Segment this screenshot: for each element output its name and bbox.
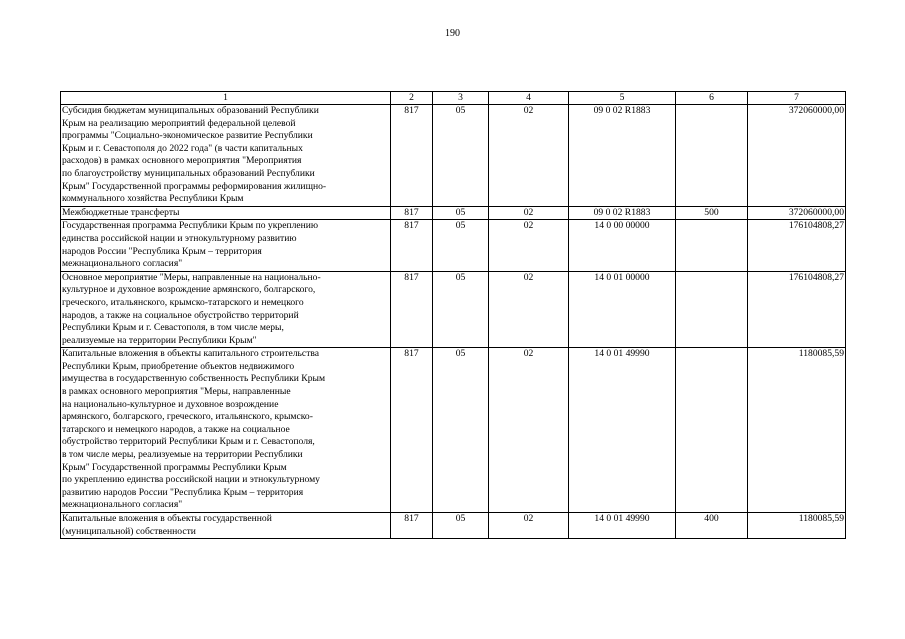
row-vr <box>676 348 748 513</box>
row-rz: 05 <box>433 513 489 539</box>
row-rz: 05 <box>433 206 489 220</box>
row-name: Основное мероприятие "Меры, направленные на национально- культурное и духовное возрождение армянского, болгарского, греческого, итальянского, крымско-татарского и немецкого народов, а также на социальное обустройство территорий Республики Крым и г. Севастополя, в том числе меры, реализуемые на территории Республики Крым" <box>61 271 391 348</box>
row-name: Капитальные вложения в объекты капитального строительства Республики Крым, приобретение объектов недвижимого имущества в государственную собственность Республики Крым в рамках основного мероприятия "Меры, направленные на национально-культурное и духовное возрождение армянского, болгарского, греческого, итальянского, крымско- татарского и немецкого народов, а также на социальное обустройство территорий Республики Крым и г. Севастополя, в том числе меры, реализуемые на территории Республики Крым" Государственной программы Республики Крым по укреплению единства российской нации и этнокультурному развитию народов России "Республика Крым – территория межнационального согласия" <box>61 348 391 513</box>
row-pr: 02 <box>489 271 569 348</box>
row-grbs: 817 <box>391 206 433 220</box>
row-csr: 14 0 01 00000 <box>569 271 676 348</box>
table-row <box>61 513 846 539</box>
row-csr: 09 0 02 R1883 <box>569 206 676 220</box>
row-rz: 05 <box>433 220 489 271</box>
row-pr: 02 <box>489 220 569 271</box>
row-csr: 09 0 02 R1883 <box>569 105 676 207</box>
row-rz: 05 <box>433 105 489 207</box>
row-sum: 1180085,59 <box>748 348 846 513</box>
row-grbs: 817 <box>391 105 433 207</box>
budget-table <box>60 91 846 539</box>
row-csr: 14 0 01 49990 <box>569 348 676 513</box>
row-grbs: 817 <box>391 271 433 348</box>
header-cell-4: 4 <box>489 92 569 105</box>
row-pr: 02 <box>489 513 569 539</box>
header-cell-1: 1 <box>61 92 391 105</box>
row-rz: 05 <box>433 348 489 513</box>
table-row <box>61 271 846 348</box>
header-cell-5: 5 <box>569 92 676 105</box>
row-grbs: 817 <box>391 348 433 513</box>
row-csr: 14 0 01 49990 <box>569 513 676 539</box>
header-cell-6: 6 <box>676 92 748 105</box>
row-vr <box>676 105 748 207</box>
table-row <box>61 348 846 513</box>
row-rz: 05 <box>433 271 489 348</box>
row-sum: 372060000,00 <box>748 206 846 220</box>
row-sum: 372060000,00 <box>748 105 846 207</box>
row-sum: 176104808,27 <box>748 220 846 271</box>
row-vr <box>676 271 748 348</box>
row-pr: 02 <box>489 105 569 207</box>
table-row <box>61 220 846 271</box>
header-row <box>61 92 846 105</box>
row-grbs: 817 <box>391 220 433 271</box>
row-grbs: 817 <box>391 513 433 539</box>
header-cell-7: 7 <box>748 92 846 105</box>
row-pr: 02 <box>489 348 569 513</box>
row-vr: 400 <box>676 513 748 539</box>
table-row <box>61 105 846 207</box>
row-name: Капитальные вложения в объекты государственной (муниципальной) собственности <box>61 513 391 539</box>
row-name: Субсидия бюджетам муниципальных образований Республики Крым на реализацию мероприятий федеральной целевой программы "Социально-экономическое развитие Республики Крым и г. Севастополя до 2022 года" (в части капитальных расходов) в рамках основного мероприятия "Мероприятия по благоустройству муниципальных образований Республики Крым" Государственной программы реформирования жилищно- коммунального хозяйства Республики Крым <box>61 105 391 207</box>
header-cell-2: 2 <box>391 92 433 105</box>
table-row <box>61 206 846 220</box>
row-vr <box>676 220 748 271</box>
row-vr: 500 <box>676 206 748 220</box>
page-number: 190 <box>445 28 460 39</box>
row-pr: 02 <box>489 206 569 220</box>
row-name: Государственная программа Республики Крым по укреплению единства российской нации и этнокультурному развитию народов России "Республика Крым – территория межнационального согласия" <box>61 220 391 271</box>
header-cell-3: 3 <box>433 92 489 105</box>
row-name: Межбюджетные трансферты <box>61 206 391 220</box>
row-csr: 14 0 00 00000 <box>569 220 676 271</box>
row-sum: 1180085,59 <box>748 513 846 539</box>
row-sum: 176104808,27 <box>748 271 846 348</box>
